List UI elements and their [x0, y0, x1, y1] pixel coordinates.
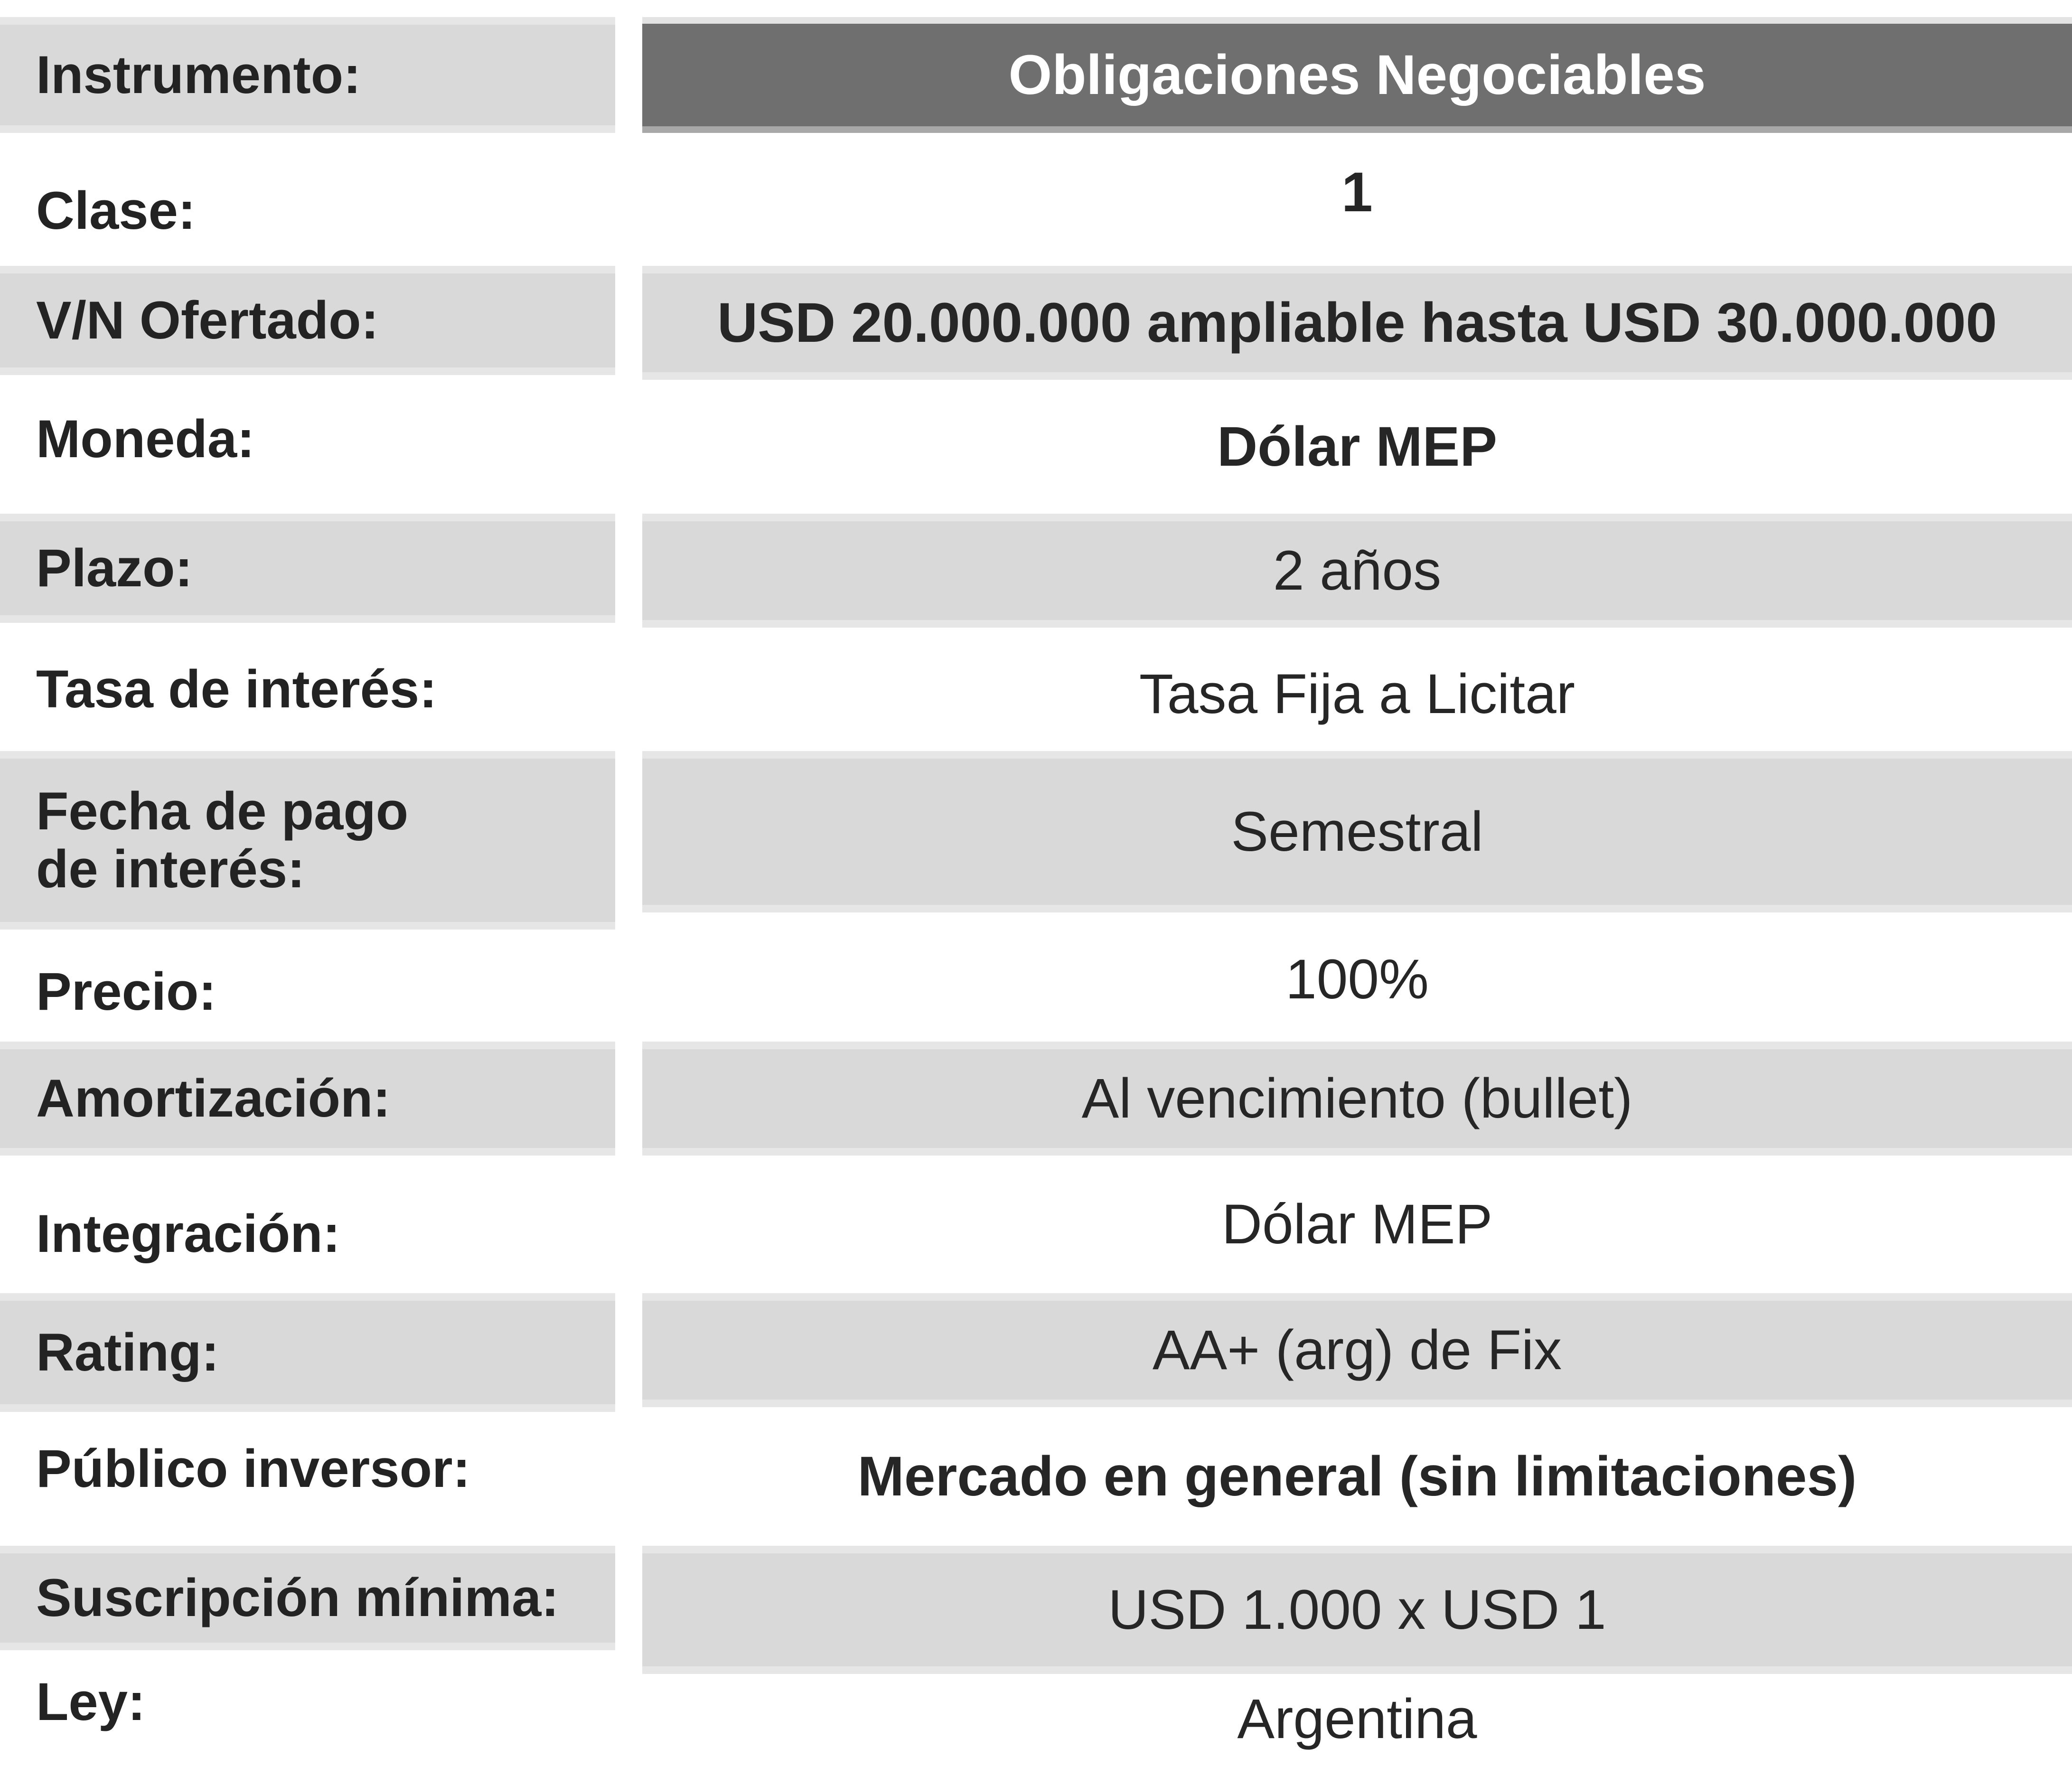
row-label: Plazo: [0, 514, 615, 623]
table-row [0, 380, 2072, 514]
row-value: Al vencimiento (bullet) [642, 1042, 2072, 1156]
row-value: 2 años [642, 514, 2072, 628]
row-label: Público inversor: [36, 1439, 470, 1498]
table-row [0, 1042, 2072, 1156]
row-value: Argentina [1237, 1688, 1477, 1750]
row-value: Mercado en general (sin limitaciones) [857, 1445, 1857, 1508]
table-row [0, 1293, 2072, 1407]
row-value: Tasa Fija a Licitar [1139, 663, 1575, 725]
table-row [0, 628, 2072, 751]
table-row [0, 266, 2072, 380]
table-row [0, 133, 2072, 266]
row-label: Suscripción mínima: [0, 1546, 615, 1650]
row-label: Ley: [36, 1672, 146, 1731]
table-row [0, 1407, 2072, 1546]
row-value: Semestral [642, 751, 2072, 912]
row-label: Instrumento: [0, 17, 615, 133]
row-label: Tasa de interés: [36, 659, 437, 719]
row-label: Clase: [36, 181, 196, 240]
row-label: Rating: [0, 1293, 615, 1412]
table-row [0, 1546, 2072, 1662]
row-value: Dólar MEP [1217, 415, 1498, 478]
row-label: Amortización: [0, 1042, 615, 1156]
row-label-line: de interés: [36, 839, 305, 899]
row-value: Dólar MEP [1221, 1193, 1493, 1256]
row-value: USD 20.000.000 ampliable hasta USD 30.000.000 [642, 266, 2072, 380]
table-row [0, 17, 2072, 133]
table-row [0, 1156, 2072, 1293]
row-label: Moneda: [36, 409, 255, 469]
row-value: 1 [1341, 161, 1373, 224]
table-row [0, 930, 2072, 1042]
table-row [0, 1662, 2072, 1767]
row-value: Obligaciones Negociables [642, 17, 2072, 133]
row-value: AA+ (arg) de Fix [642, 1293, 2072, 1407]
row-label: Precio: [36, 962, 216, 1021]
row-label: Integración: [36, 1204, 340, 1263]
row-value: 100% [1285, 948, 1429, 1011]
table-row [0, 514, 2072, 628]
row-value: USD 1.000 x USD 1 [642, 1546, 2072, 1674]
row-label-line: Fecha de pago [36, 781, 409, 841]
row-label: V/N Ofertado: [0, 266, 615, 375]
table-row [0, 751, 2072, 930]
row-label [0, 751, 615, 930]
